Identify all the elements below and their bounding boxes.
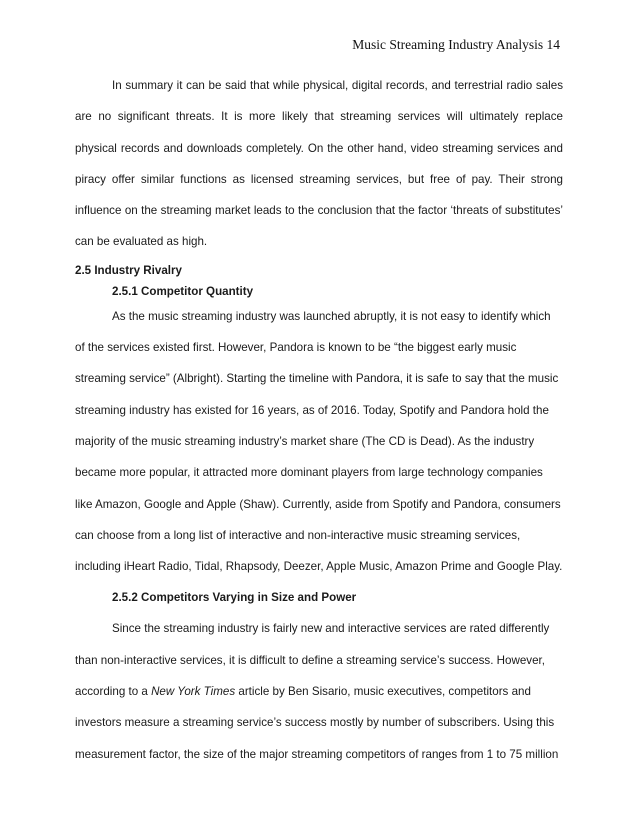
document-body: [75, 70, 563, 770]
paragraph-substitutes-summary: In summary it can be said that while physical, digital records, and terrestrial radio sales are no significant threats. It is more likely that streaming services will ultimately replace physical records and downloads completely. On the other hand, video streaming services and piracy offer similar functions as licensed streaming services, but free of pay. Their strong influence on the streaming market leads to the conclusion that the factor ‘threats of substitutes’ can be evaluated as high.: [75, 79, 563, 249]
section-heading: 2.5 Industry Rivalry: [75, 263, 182, 277]
paragraph-competitors-size: [75, 613, 563, 769]
paragraph-competitor-quantity: As the music streaming industry was launched abruptly, it is not easy to identify which of the services existed first. However, Pandora is known to be “the biggest early music streaming service” (Albright). Starting the timeline with Pandora, it is safe to say that the music streaming industry has existed for 16 years, as of 2016. Today, Spotify and Pandora hold the majority of the music streaming industry’s market share (The CD is Dead). As the industry became more popular, it attracted more dominant players from large technology companies like Amazon, Google and Apple (Shaw). Currently, aside from Spotify and Pandora, consumers can choose from a long list of interactive and non-interactive music streaming services, including iHeart Radio, Tidal, Rhapsody, Deezer, Apple Music, Amazon Prime and Google Play.: [75, 309, 563, 574]
paragraph-text-end: article by Ben Sisario, music executives, competitors and investors measure a streaming service’s success mostly by number of subscribers. Using this measurement factor, the size of the major streaming competitors of ranges from 1 to 75 million: [75, 685, 559, 761]
subsection-heading-competitors-size: 2.5.2 Competitors Varying in Size and Power: [112, 591, 357, 605]
paragraph-text-start: Since the streaming industry is fairly new and interactive services are rated differently than non-interactive services, it is difficult to define a streaming service’s success. However, according to a: [75, 622, 550, 699]
publication-title: New York Times: [151, 685, 236, 699]
subsection-heading-competitor-quantity: 2.5.1 Competitor Quantity: [112, 284, 254, 298]
running-head: Music Streaming Industry Analysis 14: [352, 37, 560, 52]
